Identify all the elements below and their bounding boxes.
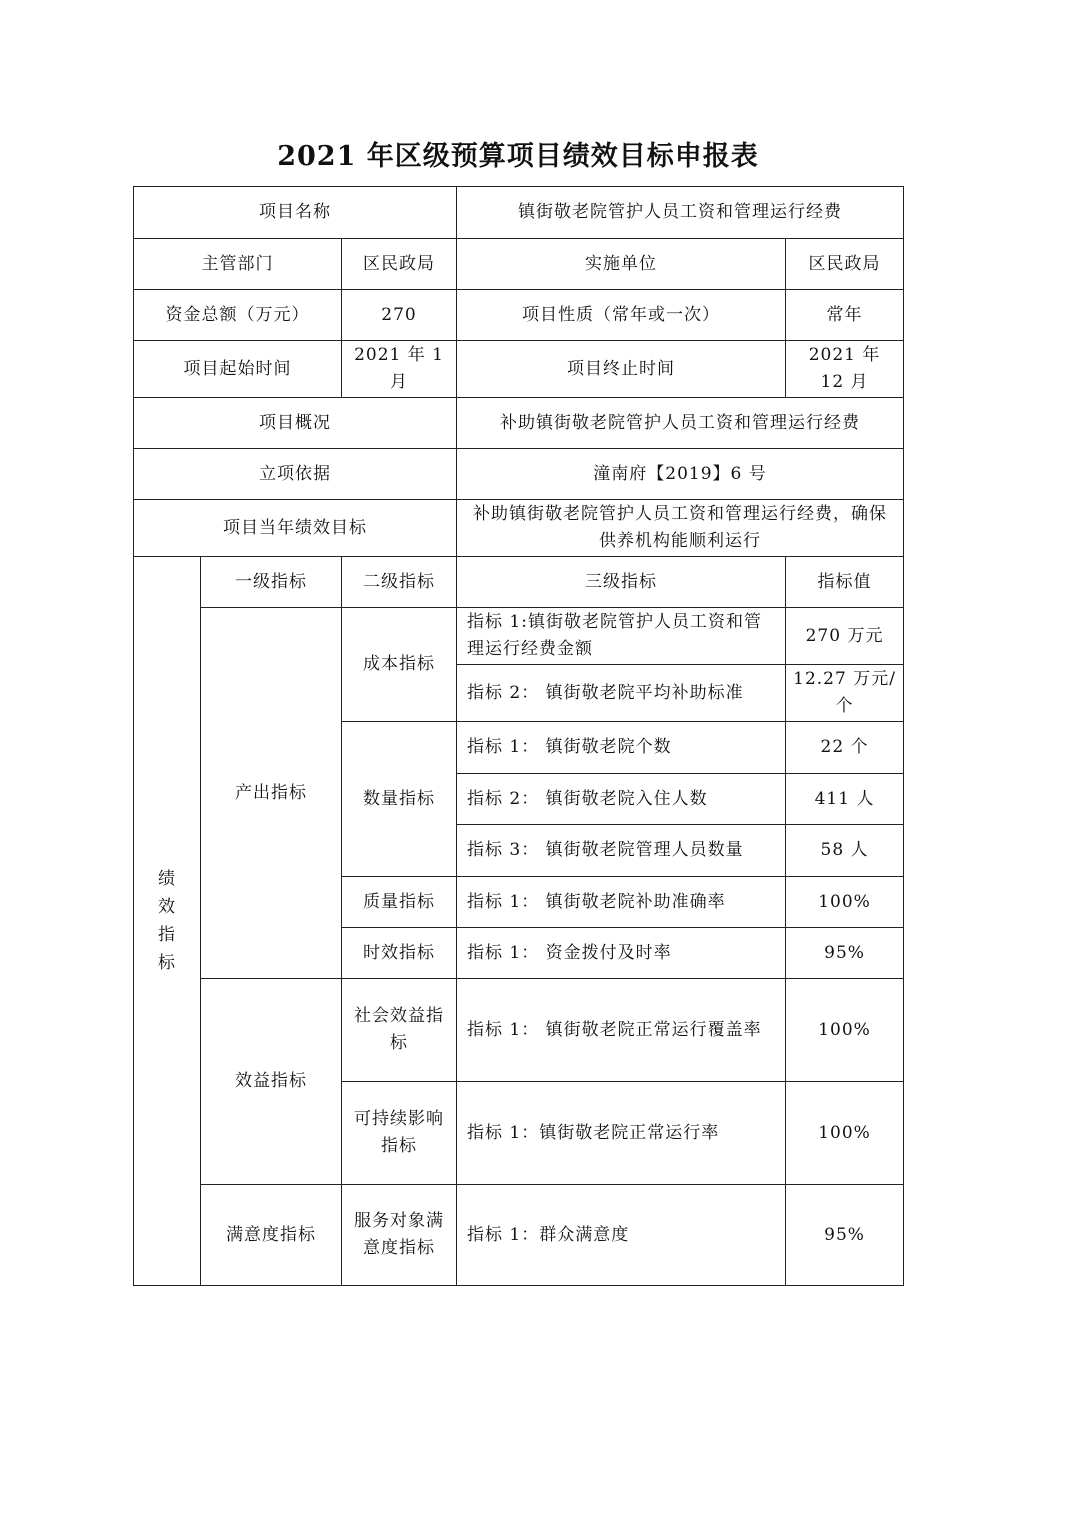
section-label: [134, 557, 201, 1286]
indicator-desc: 指标 1： 资金拨付及时率: [457, 928, 786, 979]
report-title: 2021 年区级预算项目绩效目标申报表: [277, 141, 759, 172]
col-value-header: 指标值: [786, 557, 904, 608]
level2-quantity: 数量指标: [342, 722, 457, 877]
project-name-value: 镇街敬老院管护人员工资和管理运行经费: [457, 187, 904, 239]
indicator-desc: 指标 1：镇街敬老院正常运行率: [457, 1082, 786, 1185]
indicator-value: 22 个: [786, 722, 904, 774]
indicator-desc: 指标 1： 镇街敬老院正常运行覆盖率: [457, 979, 786, 1082]
indicator-value: 95%: [786, 1185, 904, 1286]
row-overview: [134, 398, 904, 449]
nature-label: 项目性质（常年或一次）: [457, 290, 786, 341]
start-label: 项目起始时间: [134, 341, 342, 398]
fund-value: 270: [342, 290, 457, 341]
project-name-label: 项目名称: [134, 187, 457, 239]
indicator-desc: 指标 2： 镇街敬老院入住人数: [457, 774, 786, 825]
level2-sustainable: 可持续影响指标: [342, 1082, 457, 1185]
start-value: 2021 年 1 月: [342, 341, 457, 398]
level2-social: 社会效益指标: [342, 979, 457, 1082]
level1-output: 产出指标: [201, 608, 342, 979]
indicator-value: 95%: [786, 928, 904, 979]
goal-value: 补助镇街敬老院管护人员工资和管理运行经费，确保供养机构能顺利运行: [457, 500, 904, 557]
table-row: [134, 1185, 904, 1286]
row-period: [134, 341, 904, 398]
level1-satisfaction: 满意度指标: [201, 1185, 342, 1286]
dept-label: 主管部门: [134, 239, 342, 290]
overview-label: 项目概况: [134, 398, 457, 449]
impl-label: 实施单位: [457, 239, 786, 290]
row-basis: [134, 449, 904, 500]
col-level2-header: 二级指标: [342, 557, 457, 608]
row-dept: [134, 239, 904, 290]
level2-service: 服务对象满意度指标: [342, 1185, 457, 1286]
indicator-desc: 指标 2： 镇街敬老院平均补助标准: [457, 665, 786, 722]
row-goal: [134, 500, 904, 557]
nature-value: 常年: [786, 290, 904, 341]
col-level1-header: 一级指标: [201, 557, 342, 608]
indicator-value: 100%: [786, 1082, 904, 1185]
row-fund: [134, 290, 904, 341]
level2-timeliness: 时效指标: [342, 928, 457, 979]
indicator-value: 411 人: [786, 774, 904, 825]
indicator-desc: 指标 1：群众满意度: [457, 1185, 786, 1286]
indicator-header-row: [134, 557, 904, 608]
table-row: [134, 608, 904, 665]
table-row: [134, 979, 904, 1082]
indicator-desc: 指标 1： 镇街敬老院个数: [457, 722, 786, 774]
indicator-desc: 指标 1:镇街敬老院管护人员工资和管理运行经费金额: [457, 608, 786, 665]
indicator-desc: 指标 3： 镇街敬老院管理人员数量: [457, 825, 786, 877]
overview-value: 补助镇街敬老院管护人员工资和管理运行经费: [457, 398, 904, 449]
level2-cost: 成本指标: [342, 608, 457, 722]
row-project-name: [134, 187, 904, 239]
basis-value: 潼南府【2019】6 号: [457, 449, 904, 500]
indicator-value: 100%: [786, 877, 904, 928]
dept-value: 区民政局: [342, 239, 457, 290]
col-level3-header: 三级指标: [457, 557, 786, 608]
indicator-value: 100%: [786, 979, 904, 1082]
indicator-desc: 指标 1： 镇街敬老院补助准确率: [457, 877, 786, 928]
goal-label: 项目当年绩效目标: [134, 500, 457, 557]
indicator-value: 270 万元: [786, 608, 904, 665]
report-table: [133, 186, 904, 1286]
level2-quality: 质量指标: [342, 877, 457, 928]
section-label-text: 绩效指标: [158, 869, 176, 973]
basis-label: 立项依据: [134, 449, 457, 500]
fund-label: 资金总额（万元）: [134, 290, 342, 341]
indicator-value: 58 人: [786, 825, 904, 877]
impl-value: 区民政局: [786, 239, 904, 290]
indicator-value: 12.27 万元/个: [786, 665, 904, 722]
end-label: 项目终止时间: [457, 341, 786, 398]
level1-benefit: 效益指标: [201, 979, 342, 1185]
end-value: 2021 年 12 月: [786, 341, 904, 398]
